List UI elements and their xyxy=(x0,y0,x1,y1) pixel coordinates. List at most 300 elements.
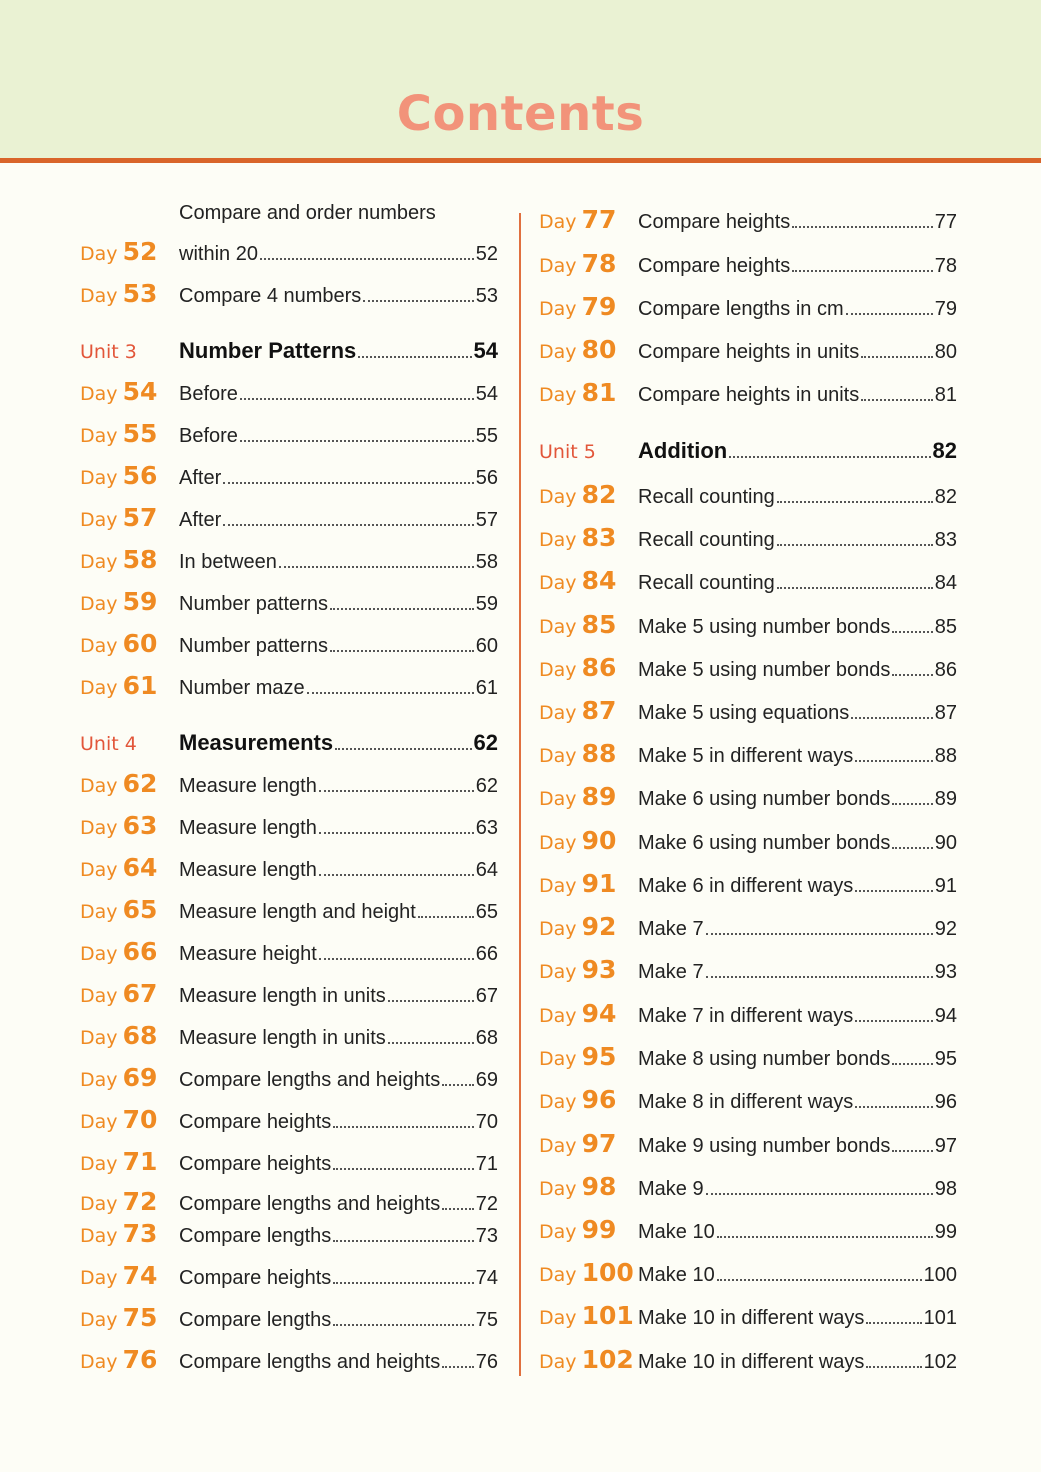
entry-line xyxy=(179,985,498,1008)
day-word: Day xyxy=(539,1221,577,1243)
toc-entry[interactable] xyxy=(80,664,498,704)
entry-title: Compare lengths xyxy=(179,1225,332,1247)
toc-entry[interactable] xyxy=(80,804,498,844)
entry-line xyxy=(638,529,957,552)
dot-leader xyxy=(307,692,474,694)
toc-entry[interactable] xyxy=(80,1338,498,1378)
toc-entry[interactable] xyxy=(80,496,498,536)
day-number: 59 xyxy=(122,587,158,616)
day-word: Day xyxy=(80,817,118,839)
entry-line xyxy=(179,1309,498,1332)
entry-title: Compare heights xyxy=(179,1153,332,1175)
day-number: 58 xyxy=(122,545,158,574)
day-label xyxy=(539,1129,616,1158)
entry-line xyxy=(638,616,957,639)
entry-title: Number Patterns xyxy=(179,338,357,363)
toc-entry[interactable] xyxy=(80,1296,498,1336)
entry-line xyxy=(638,1048,957,1071)
day-label xyxy=(80,629,157,658)
day-label xyxy=(539,1172,616,1201)
entry-line xyxy=(179,775,498,798)
entry-line xyxy=(179,509,498,532)
day-label xyxy=(539,653,616,682)
dot-leader xyxy=(319,790,474,792)
day-number: 63 xyxy=(122,811,158,840)
day-word: Day xyxy=(80,383,118,405)
day-word: Day xyxy=(539,832,577,854)
entry-line xyxy=(179,1153,498,1176)
toc-entry[interactable] xyxy=(539,371,957,411)
entry-title: Before xyxy=(179,425,238,447)
day-label xyxy=(539,826,616,855)
dot-leader xyxy=(358,356,471,358)
dot-leader xyxy=(892,1150,932,1152)
unit-heading[interactable] xyxy=(539,428,957,468)
day-number: 66 xyxy=(122,937,158,966)
entry-title: Measure length xyxy=(179,817,317,839)
entry-title: Make 5 using number bonds xyxy=(638,616,891,638)
dot-leader xyxy=(855,1020,932,1022)
dot-leader xyxy=(333,1168,473,1170)
toc-entry[interactable] xyxy=(80,622,498,662)
toc-entry[interactable] xyxy=(539,1078,957,1118)
entry-line xyxy=(179,1111,498,1134)
toc-entry[interactable] xyxy=(80,1140,498,1180)
day-number: 96 xyxy=(581,1085,617,1114)
entry-title: Make 6 using number bonds xyxy=(638,788,891,810)
entry-title: Make 5 using equations xyxy=(638,702,850,724)
day-number: 82 xyxy=(581,480,617,509)
entry-title: Compare lengths xyxy=(179,1309,332,1331)
toc-entry[interactable] xyxy=(539,775,957,815)
unit-heading[interactable] xyxy=(80,328,498,368)
toc-entry[interactable] xyxy=(80,762,498,802)
toc-entry[interactable] xyxy=(80,580,498,620)
entry-line xyxy=(638,572,957,595)
day-label xyxy=(80,545,157,574)
dot-leader xyxy=(777,544,933,546)
entry-title: In between xyxy=(179,551,277,573)
entry-title: Recall counting xyxy=(638,486,775,508)
dot-leader xyxy=(866,1366,921,1368)
entry-title: Make 10 xyxy=(638,1264,715,1286)
dot-leader xyxy=(240,440,474,442)
toc-entry[interactable] xyxy=(539,603,957,643)
page-number: 81 xyxy=(934,384,957,406)
unit-label-text: Unit 5 xyxy=(539,441,596,463)
dot-leader xyxy=(892,803,932,805)
toc-entry[interactable] xyxy=(539,198,957,238)
unit-label xyxy=(80,339,137,364)
dot-leader xyxy=(717,1236,933,1238)
day-label xyxy=(539,869,616,898)
page-number: 60 xyxy=(475,635,498,657)
entry-line xyxy=(638,1005,957,1028)
entry-line xyxy=(638,788,957,811)
entry-title: Make 7 xyxy=(638,918,704,940)
page-number: 59 xyxy=(475,593,498,615)
page-number: 82 xyxy=(934,486,957,508)
toc-entry[interactable] xyxy=(539,905,957,945)
day-label xyxy=(80,853,157,882)
entry-title: Make 8 using number bonds xyxy=(638,1048,891,1070)
day-word: Day xyxy=(80,593,118,615)
entry-line xyxy=(638,1264,957,1287)
unit-label xyxy=(539,439,596,464)
page-number: 97 xyxy=(934,1135,957,1157)
toc-entry[interactable] xyxy=(539,689,957,729)
dot-leader xyxy=(260,258,474,260)
day-number: 68 xyxy=(122,1021,158,1050)
day-number: 69 xyxy=(122,1063,158,1092)
toc-entry[interactable] xyxy=(539,1251,957,1291)
page-number: 85 xyxy=(934,616,957,638)
page-number: 75 xyxy=(475,1309,498,1331)
toc-entry[interactable] xyxy=(80,930,498,970)
day-label xyxy=(80,377,157,406)
entry-line xyxy=(638,875,957,898)
day-number: 64 xyxy=(122,853,158,882)
day-number: 90 xyxy=(581,826,617,855)
day-label xyxy=(80,1105,157,1134)
day-word: Day xyxy=(539,745,577,767)
day-label xyxy=(539,566,616,595)
day-label xyxy=(80,503,157,532)
toc-entry[interactable] xyxy=(539,1165,957,1205)
day-word: Day xyxy=(539,1178,577,1200)
day-number: 74 xyxy=(122,1261,158,1290)
page-number: 94 xyxy=(934,1005,957,1027)
day-word: Day xyxy=(539,384,577,406)
toc-entry[interactable] xyxy=(539,646,957,686)
dot-leader xyxy=(792,270,932,272)
entry-line xyxy=(638,211,957,234)
day-number: 88 xyxy=(581,739,617,768)
page-number: 62 xyxy=(475,775,498,797)
entry-line xyxy=(179,1027,498,1050)
entry-title: Compare heights xyxy=(179,1267,332,1289)
entry-title: within 20 xyxy=(179,243,258,265)
page-number: 100 xyxy=(923,1264,957,1286)
day-number: 89 xyxy=(581,782,617,811)
page-number: 92 xyxy=(934,918,957,940)
dot-leader xyxy=(335,748,471,750)
toc-entry[interactable] xyxy=(539,819,957,859)
unit-heading[interactable] xyxy=(80,720,498,760)
day-word: Day xyxy=(80,467,118,489)
entry-title: After xyxy=(179,509,222,531)
entry-title: Measure length xyxy=(179,775,317,797)
toc-entry[interactable] xyxy=(539,516,957,556)
dot-leader xyxy=(333,1282,473,1284)
dot-leader xyxy=(717,1279,922,1281)
day-word: Day xyxy=(539,961,577,983)
page-number: 58 xyxy=(475,551,498,573)
page-number: 98 xyxy=(934,1178,957,1200)
day-number: 79 xyxy=(581,292,617,321)
entry-line xyxy=(179,859,498,882)
page-number: 61 xyxy=(475,677,498,699)
day-number: 60 xyxy=(122,629,158,658)
toc-entry[interactable] xyxy=(80,1212,498,1252)
page-number: 55 xyxy=(475,425,498,447)
day-word: Day xyxy=(539,341,577,363)
page-number: 96 xyxy=(934,1091,957,1113)
day-word: Day xyxy=(80,425,118,447)
toc-entry[interactable] xyxy=(80,972,498,1012)
day-number: 100 xyxy=(581,1258,634,1287)
day-number: 55 xyxy=(122,419,158,448)
dot-leader xyxy=(846,313,933,315)
page-number: 64 xyxy=(475,859,498,881)
day-label xyxy=(539,1215,616,1244)
day-word: Day xyxy=(539,1264,577,1286)
dot-leader xyxy=(442,1366,473,1368)
dot-leader xyxy=(388,1042,474,1044)
entry-line xyxy=(638,298,957,321)
entry-title: Make 6 in different ways xyxy=(638,875,854,897)
day-word: Day xyxy=(539,659,577,681)
day-number: 61 xyxy=(122,671,158,700)
entry-line xyxy=(179,593,498,616)
dot-leader xyxy=(792,226,932,228)
toc-entry[interactable] xyxy=(539,948,957,988)
entry-title: Compare heights xyxy=(179,1111,332,1133)
day-label xyxy=(539,335,616,364)
entry-line xyxy=(638,255,957,278)
dot-leader xyxy=(892,631,932,633)
day-word: Day xyxy=(539,1091,577,1113)
day-label xyxy=(80,1021,157,1050)
day-label xyxy=(539,955,616,984)
page-number: 90 xyxy=(934,832,957,854)
entry-line xyxy=(638,1135,957,1158)
toc-entry[interactable] xyxy=(539,1122,957,1162)
day-label xyxy=(539,480,616,509)
dot-leader xyxy=(333,1126,473,1128)
entry-title: Make 5 using number bonds xyxy=(638,659,891,681)
toc-entry[interactable] xyxy=(80,1254,498,1294)
page-number: 69 xyxy=(475,1069,498,1091)
entry-line xyxy=(638,702,957,725)
toc-entry[interactable] xyxy=(80,1014,498,1054)
day-word: Day xyxy=(539,616,577,638)
day-word: Day xyxy=(80,943,118,965)
page-number: 76 xyxy=(475,1351,498,1373)
entry-line xyxy=(638,1091,957,1114)
dot-leader xyxy=(777,587,933,589)
entry-line xyxy=(179,901,498,924)
toc-entry[interactable] xyxy=(80,370,498,410)
entry-title: Recall counting xyxy=(638,529,775,551)
day-label xyxy=(539,912,616,941)
entry-title: Make 9 using number bonds xyxy=(638,1135,891,1157)
day-label xyxy=(539,1345,634,1374)
toc-entry[interactable] xyxy=(539,242,957,282)
toc-entry[interactable] xyxy=(80,538,498,578)
toc-entry[interactable] xyxy=(80,1098,498,1138)
day-word: Day xyxy=(80,1069,118,1091)
dot-leader xyxy=(330,608,474,610)
day-word: Day xyxy=(539,875,577,897)
entry-title: Compare heights in units xyxy=(638,384,860,406)
dot-leader xyxy=(442,1208,473,1210)
dot-leader xyxy=(442,1084,473,1086)
entry-title: Measure length in units xyxy=(179,985,386,1007)
entry-title: Measurements xyxy=(179,730,334,755)
day-word: Day xyxy=(80,901,118,923)
toc-entry[interactable] xyxy=(539,1208,957,1248)
day-number: 98 xyxy=(581,1172,617,1201)
day-word: Day xyxy=(539,788,577,810)
toc-entry[interactable] xyxy=(80,272,498,312)
entry-title: Make 7 xyxy=(638,961,704,983)
toc-entry[interactable] xyxy=(539,1035,957,1075)
day-number: 91 xyxy=(581,869,617,898)
day-number: 76 xyxy=(122,1345,158,1374)
dot-leader xyxy=(892,674,932,676)
dot-leader xyxy=(330,650,474,652)
day-number: 80 xyxy=(581,335,617,364)
entry-line xyxy=(179,817,498,840)
entry-title: Make 7 in different ways xyxy=(638,1005,854,1027)
day-label xyxy=(539,610,616,639)
day-word: Day xyxy=(80,243,118,265)
day-label xyxy=(80,895,157,924)
page-number: 56 xyxy=(475,467,498,489)
day-word: Day xyxy=(80,859,118,881)
toc-entry[interactable] xyxy=(539,862,957,902)
dot-leader xyxy=(333,1324,473,1326)
day-word: Day xyxy=(80,985,118,1007)
day-number: 73 xyxy=(122,1219,158,1248)
day-number: 84 xyxy=(581,566,617,595)
entry-title: Make 10 xyxy=(638,1221,715,1243)
page-number: 67 xyxy=(475,985,498,1007)
day-label xyxy=(539,782,616,811)
page-number: 54 xyxy=(473,338,498,363)
toc-entry[interactable] xyxy=(80,412,498,452)
day-label xyxy=(80,461,157,490)
day-label xyxy=(539,696,616,725)
day-word: Day xyxy=(539,1135,577,1157)
entry-line xyxy=(638,341,957,364)
entry-line xyxy=(179,285,498,308)
dot-leader xyxy=(706,976,933,978)
day-label xyxy=(539,205,616,234)
toc-entry[interactable] xyxy=(80,454,498,494)
day-word: Day xyxy=(539,918,577,940)
day-number: 72 xyxy=(122,1187,158,1216)
day-label xyxy=(80,1063,157,1092)
page-number: 53 xyxy=(475,285,498,307)
page-number: 95 xyxy=(934,1048,957,1070)
entry-title: Compare heights xyxy=(638,211,791,233)
day-number: 54 xyxy=(122,377,158,406)
day-number: 67 xyxy=(122,979,158,1008)
day-label xyxy=(80,979,157,1008)
entry-line xyxy=(179,338,498,364)
day-number: 71 xyxy=(122,1147,158,1176)
day-word: Day xyxy=(80,1111,118,1133)
toc-entry[interactable] xyxy=(539,473,957,513)
page-number: 88 xyxy=(934,745,957,767)
entry-title: Compare lengths and heights xyxy=(179,1351,441,1373)
entry-title: Measure length in units xyxy=(179,1027,386,1049)
toc-entry[interactable] xyxy=(539,1338,957,1378)
day-word: Day xyxy=(80,775,118,797)
toc-entry[interactable] xyxy=(539,285,957,325)
entry-title-line1: Compare and order numbers xyxy=(179,202,436,224)
day-word: Day xyxy=(539,702,577,724)
toc-entry[interactable] xyxy=(80,846,498,886)
toc-entry[interactable] xyxy=(539,328,957,368)
day-label xyxy=(80,1303,157,1332)
entry-line xyxy=(638,832,957,855)
entry-title: Compare heights xyxy=(638,255,791,277)
page-number: 72 xyxy=(475,1193,498,1215)
dot-leader xyxy=(388,1000,474,1002)
day-number: 78 xyxy=(581,249,617,278)
entry-title: Make 10 in different ways xyxy=(638,1307,865,1329)
dot-leader xyxy=(333,1240,473,1242)
day-label xyxy=(539,378,616,407)
day-word: Day xyxy=(80,1027,118,1049)
page-number: 52 xyxy=(475,243,498,265)
toc-entry[interactable] xyxy=(539,732,957,772)
entry-line xyxy=(179,635,498,658)
day-word: Day xyxy=(539,529,577,551)
toc-entry[interactable] xyxy=(539,559,957,599)
day-number: 77 xyxy=(581,205,617,234)
day-label xyxy=(539,523,616,552)
day-label xyxy=(80,419,157,448)
entry-line xyxy=(638,961,957,984)
entry-title: Make 8 in different ways xyxy=(638,1091,854,1113)
entry-line xyxy=(179,467,498,490)
entry-line xyxy=(638,659,957,682)
page-number: 89 xyxy=(934,788,957,810)
entry-title: Compare lengths in cm xyxy=(638,298,844,320)
entry-line xyxy=(638,1307,957,1330)
entry-line xyxy=(638,1178,957,1201)
entry-title: Compare 4 numbers xyxy=(179,285,362,307)
toc-entry[interactable] xyxy=(80,1056,498,1096)
toc-entry[interactable] xyxy=(80,888,498,928)
dot-leader xyxy=(855,760,932,762)
dot-leader xyxy=(279,566,474,568)
day-label xyxy=(539,1301,634,1330)
day-word: Day xyxy=(80,677,118,699)
day-label xyxy=(80,587,157,616)
toc-entry[interactable] xyxy=(539,1294,957,1334)
day-number: 53 xyxy=(122,279,158,308)
day-label xyxy=(539,1042,616,1071)
dot-leader xyxy=(892,1063,932,1065)
dot-leader xyxy=(319,832,474,834)
day-number: 83 xyxy=(581,523,617,552)
toc-entry[interactable] xyxy=(539,992,957,1032)
dot-leader xyxy=(851,717,933,719)
day-label xyxy=(80,1261,157,1290)
day-label xyxy=(80,279,157,308)
page-number: 91 xyxy=(934,875,957,897)
dot-leader xyxy=(861,356,933,358)
day-label xyxy=(80,1147,157,1176)
toc-entry[interactable] xyxy=(80,202,498,270)
day-number: 92 xyxy=(581,912,617,941)
day-word: Day xyxy=(539,486,577,508)
